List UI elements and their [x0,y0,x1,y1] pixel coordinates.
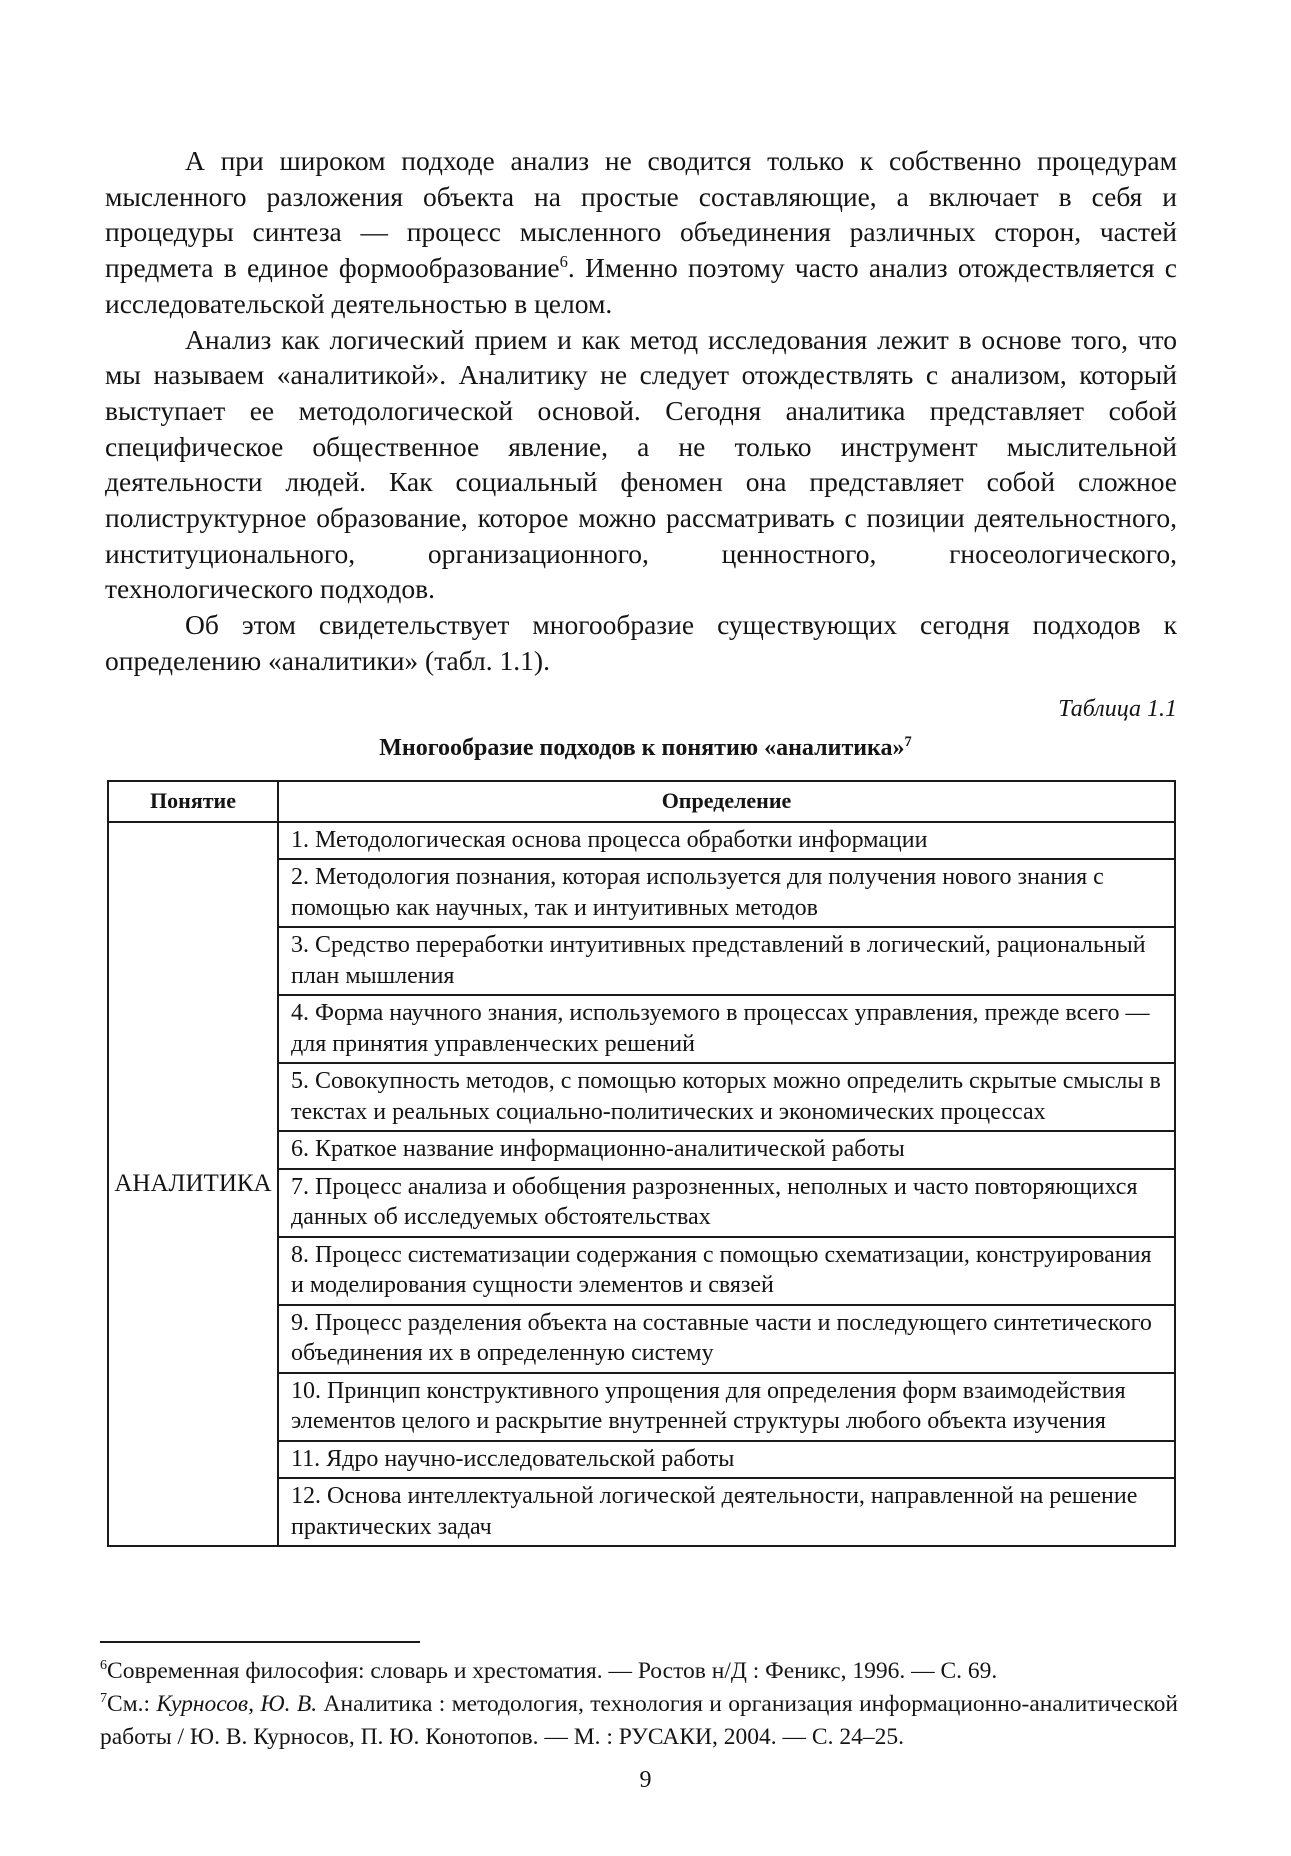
footnote-6 [100,1655,1178,1688]
header-definition: Определение [278,781,1175,822]
definition-cell: 1. Методологическая основа процесса обработки информации [278,822,1175,860]
footnotes [100,1655,1178,1754]
definition-cell: 3. Средство переработки интуитивных представлений в логический, рациональный план мышления [278,927,1175,995]
table-title [0,735,1291,762]
footnote-7-author: Курносов, Ю. В. [156,1691,318,1717]
paragraph-1-text-after: . Именно поэтому часто анализ отождествляется с исследовательской деятельностью в целом. [105,252,1177,319]
footnote-7-text: Аналитика : методология, технология и организация информационно-аналитической работы / Ю. В. Курносов, П. Ю. Конотопов. — М. : РУСАКИ, 2004. — С. 24–25. [100,1691,1178,1750]
definition-cell: 9. Процесс разделения объекта на составные части и последующего синтетического объединения их в определенную систему [278,1305,1175,1373]
footnote-7-prefix: См.: [107,1691,157,1717]
definition-cell: 5. Совокупность методов, с помощью которых можно определить скрытые смыслы в текстах и реальных социально-политических и экономических процессах [278,1063,1175,1131]
table-row [108,822,1175,860]
definition-cell: 7. Процесс анализа и обобщения разрозненных, неполных и часто повторяющихся данных об исследуемых обстоятельствах [278,1169,1175,1237]
definition-cell: 10. Принцип конструктивного упрощения для определения форм взаимодействия элементов целого и раскрытие внутренней структуры любого объекта изучения [278,1373,1175,1441]
body-text [105,143,1177,679]
footnote-7-number: 7 [100,1690,108,1707]
footnote-6-text: Современная философия: словарь и хрестоматия. — Ростов н/Д : Феникс, 1996. — С. 69. [107,1658,998,1684]
table-title-text: Многообразие подходов к понятию «аналитика» [379,735,905,761]
concept-table [107,780,1176,1547]
table-header-row [108,781,1175,822]
table-caption: Таблица 1.1 [1058,696,1177,722]
page-number: 9 [639,1767,652,1793]
footnote-ref-7[interactable]: 7 [904,734,912,750]
definition-cell: 8. Процесс систематизации содержания с помощью схематизации, конструирования и моделирования сущности элементов и связей [278,1237,1175,1305]
footnote-ref-6[interactable]: 6 [559,251,568,271]
footnote-divider [100,1641,420,1643]
paragraph-2: Анализ как логический прием и как метод исследования лежит в основе того, что мы называем «аналитикой». Аналитику не следует отождествлять с анализом, который выступает ее методологической основой. Сегодня аналитика представляет собой специфическое общественное явление, а не только инструмент мыслительной деятельности людей. Как социальный феномен она представляет собой сложное полиструктурное образование, которое можно рассматривать с позиции деятельностного, институционального, организационного, ценностного, гносеологического, технологического подходов. [105,323,1177,605]
paragraph-1-text: А при широком подходе анализ не сводится только к собственно процедурам мысленного разложения объекта на простые составляющие, а включает в себя и процедуры синтеза — процесс мысленного объединения различных сторон, частей предмета в единое формообразование [105,145,1177,284]
definition-cell: 2. Методология познания, которая используется для получения нового знания с помощью как научных, так и интуитивных методов [278,859,1175,927]
definition-cell: 4. Форма научного знания, используемого в процессах управления, прежде всего — для принятия управленческих решений [278,995,1175,1063]
definition-cell: 6. Краткое название информационно-аналитической работы [278,1131,1175,1169]
definition-cell: 11. Ядро научно-исследовательской работы [278,1441,1175,1479]
header-concept: Понятие [108,781,278,822]
concept-cell: АНАЛИТИКА [108,822,278,1547]
definition-cell: 12. Основа интеллектуальной логической деятельности, направленной на решение практических задач [278,1478,1175,1546]
paragraph-3: Об этом свидетельствует многообразие существующих сегодня подходов к определению «аналитики» (табл. 1.1). [105,609,1177,676]
paragraph-1 [105,143,1177,322]
footnote-6-number: 6 [100,1657,108,1674]
table-body [108,822,1175,1547]
footnote-7 [100,1688,1178,1754]
